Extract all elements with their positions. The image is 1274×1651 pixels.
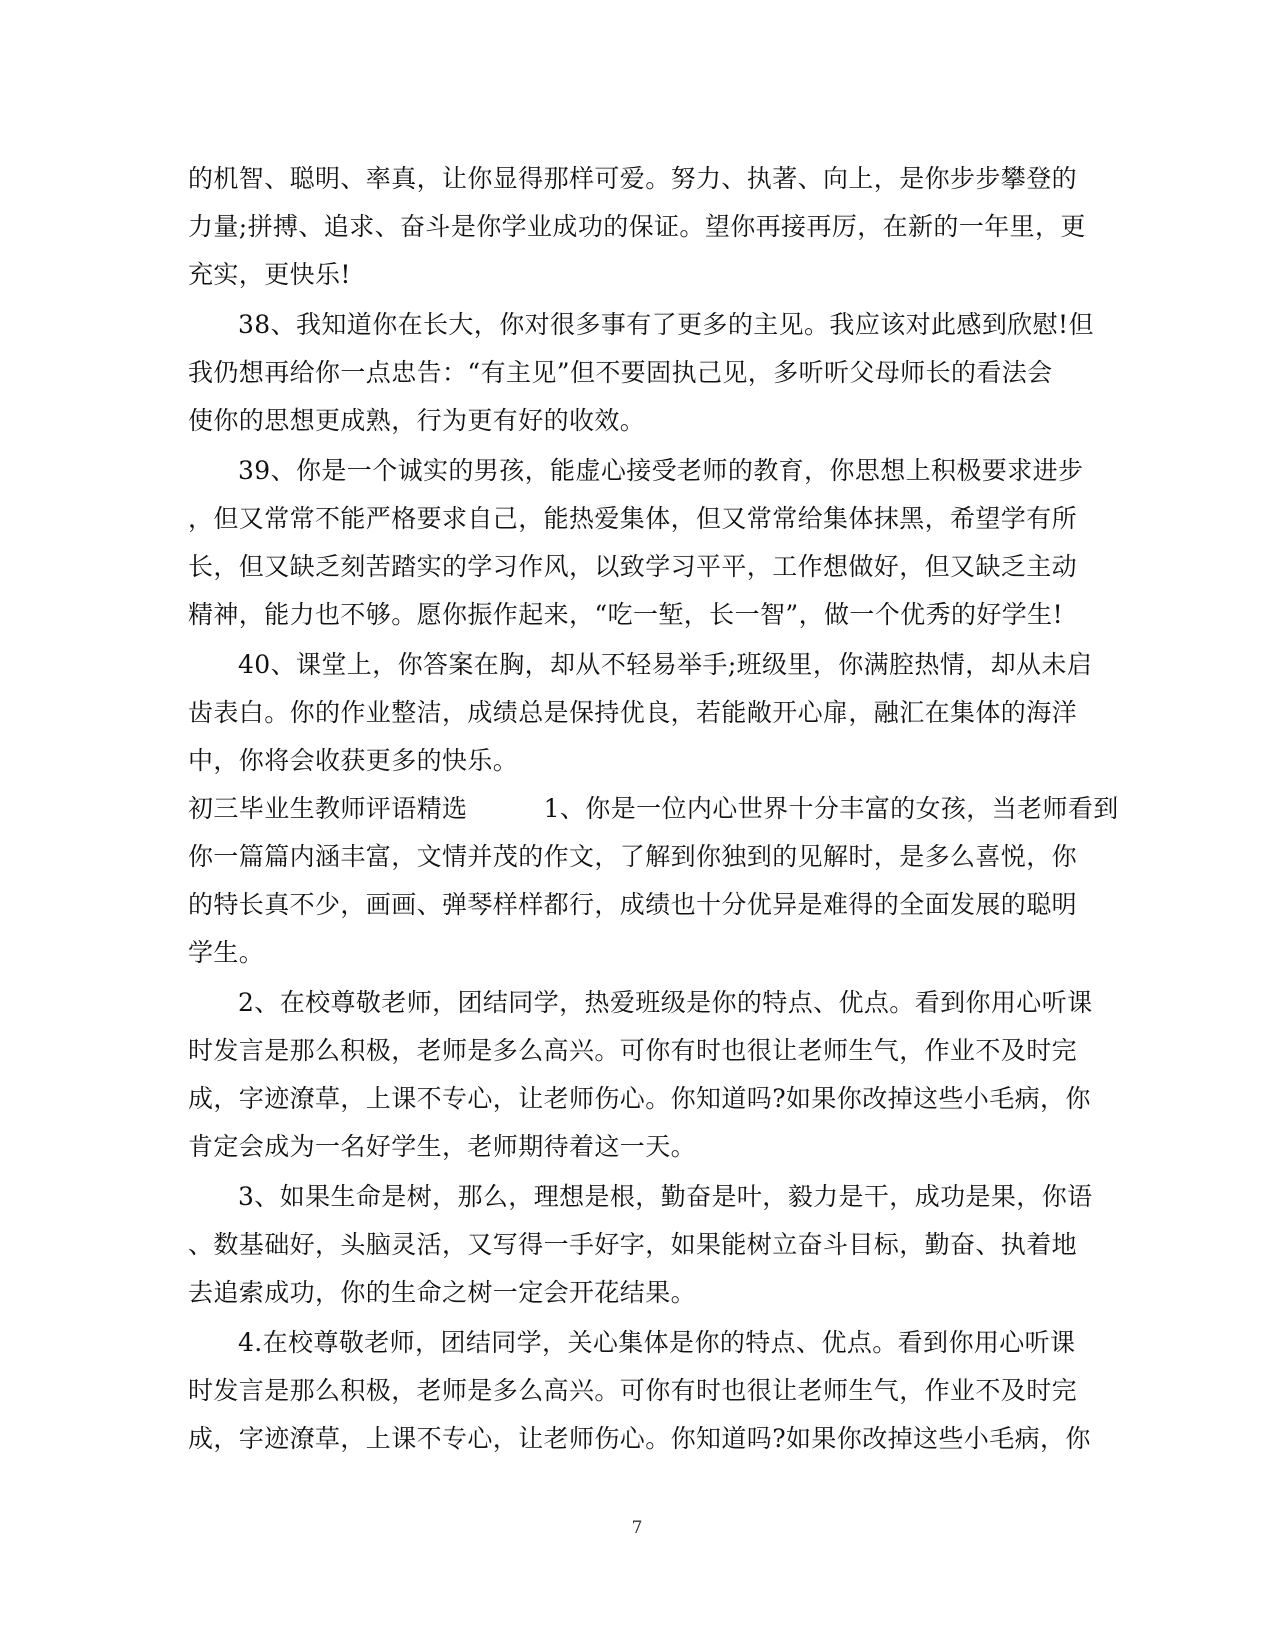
text-line: 去追索成功，你的生命之树一定会开花结果。 <box>188 1278 697 1307</box>
body-text <box>188 155 1119 1463</box>
text-line: 38、我知道你在长大，你对很多事有了更多的主见。我应该对此感到欣慰!但 <box>238 310 1094 339</box>
text-line: 的机智、聪明、率真，让你显得那样可爱。努力、执著、向上，是你步步攀登的 <box>188 164 1078 193</box>
text-line: 你一篇篇内涵丰富，文情并茂的作文，了解到你独到的见解时，是多么喜悦，你 <box>188 842 1078 871</box>
text-line: 4.在校尊敬老师，团结同学，关心集体是你的特点、优点。看到你用心听课 <box>238 1328 1076 1357</box>
text-line: 学生。 <box>188 938 265 967</box>
text-line: 时发言是那么积极，老师是多么高兴。可你有时也很让老师生气，作业不及时完 <box>188 1376 1078 1405</box>
text-line: 时发言是那么积极，老师是多么高兴。可你有时也很让老师生气，作业不及时完 <box>188 1036 1078 1065</box>
text-line: ，但又常常不能严格要求自己，能热爱集体，但又常常给集体抹黑，希望学有所 <box>188 504 1078 533</box>
text-line: 39、你是一个诚实的男孩，能虚心接受老师的教育，你思想上积极要求进步 <box>238 456 1084 485</box>
text-line: 长，但又缺乏刻苦踏实的学习作风，以致学习平平，工作想做好，但又缺乏主动 <box>188 552 1078 581</box>
text-line: 2、在校尊敬老师，团结同学，热爱班级是你的特点、优点。看到你用心听课 <box>238 988 1093 1017</box>
text-line: 精神，能力也不够。愿你振作起来，“吃一堑，长一智”，做一个优秀的好学生! <box>188 600 1064 629</box>
text-line: 成，字迹潦草，上课不专心，让老师伤心。你知道吗?如果你改掉这些小毛病，你 <box>188 1084 1091 1113</box>
text-line: 成，字迹潦草，上课不专心，让老师伤心。你知道吗?如果你改掉这些小毛病，你 <box>188 1424 1091 1453</box>
text-line: 充实，更快乐! <box>188 260 351 289</box>
text-line: 40、课堂上，你答案在胸，却从不轻易举手;班级里，你满腔热情，却从未启 <box>238 650 1093 679</box>
text-line: 力量;拼搏、追求、奋斗是你学业成功的保证。望你再接再厉，在新的一年里，更 <box>188 212 1086 241</box>
text-line: 使你的思想更成熟，行为更有好的收效。 <box>188 406 646 435</box>
text-line: 齿表白。你的作业整洁，成绩总是保持优良，若能敞开心扉，融汇在集体的海洋 <box>188 698 1078 727</box>
text-line: 的特长真不少，画画、弹琴样样都行，成绩也十分优异是难得的全面发展的聪明 <box>188 890 1078 919</box>
text-line: 肯定会成为一名好学生，老师期待着这一天。 <box>188 1132 697 1161</box>
text-line: 3、如果生命是树，那么，理想是根，勤奋是叶，毅力是干，成功是果，你语 <box>238 1182 1093 1211</box>
text-line: 初三毕业生教师评语精选 1、你是一位内心世界十分丰富的女孩，当老师看到 <box>188 794 1119 823</box>
text-line: 中，你将会收获更多的快乐。 <box>188 746 519 775</box>
text-line: 我仍想再给你一点忠告：“有主见”但不要固执己见，多听听父母师长的看法会 <box>188 358 1053 387</box>
page-number: 7 <box>631 1518 643 1538</box>
text-line: 、数基础好，头脑灵活，又写得一手好字，如果能树立奋斗目标，勤奋、执着地 <box>188 1230 1078 1259</box>
